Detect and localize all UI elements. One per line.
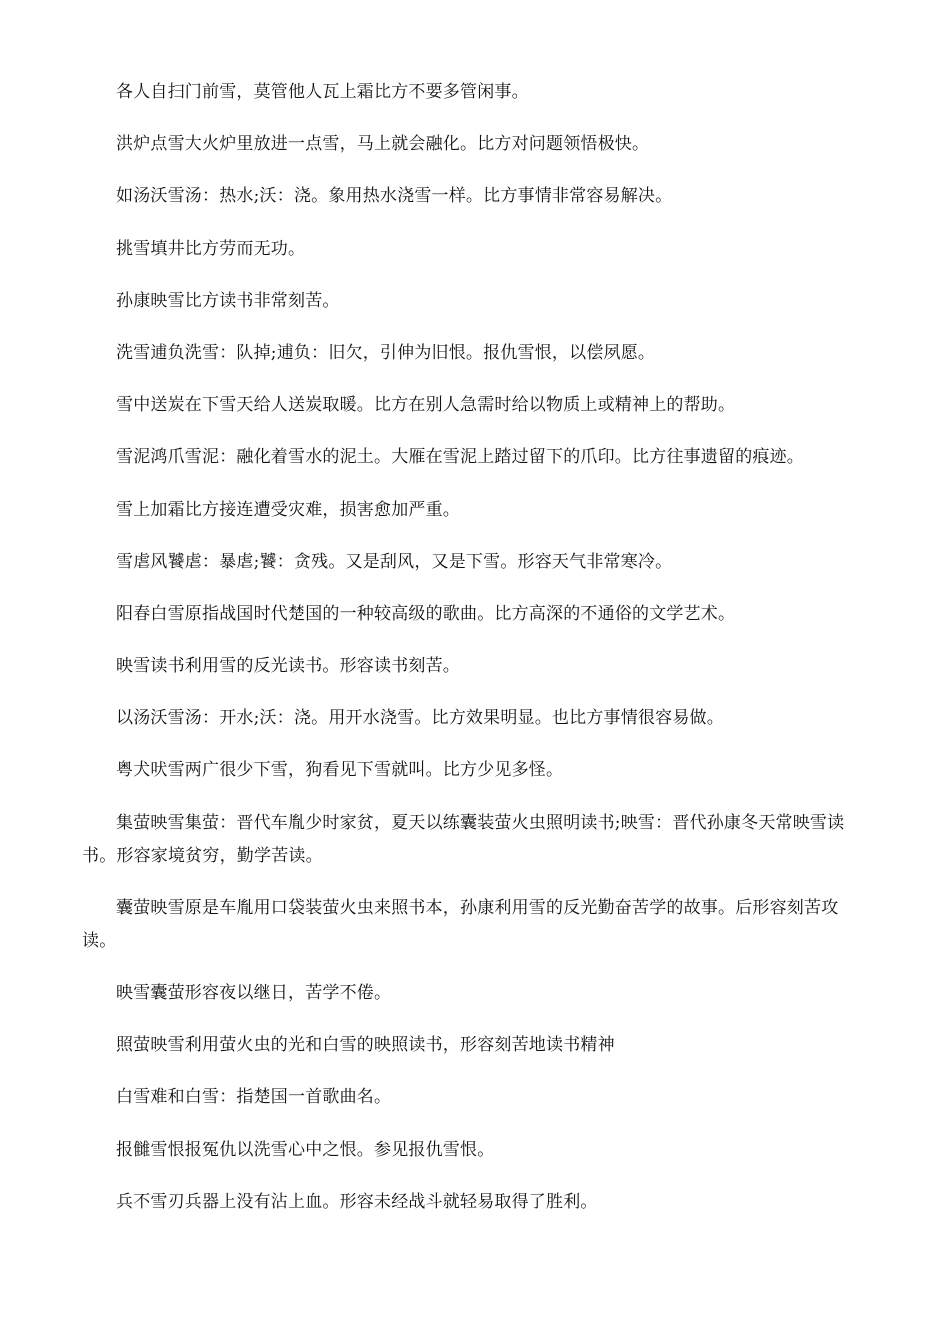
paragraph-15: 集萤映雪集萤：晋代车胤少时家贫，夏天以练囊装萤火虫照明读书;映雪：晋代孙康冬天常映雪读书。形容家境贫穷，勤学苦读。 [82,812,845,866]
paragraph-8: 雪泥鸿爪雪泥：融化着雪水的泥土。大雁在雪泥上踏过留下的爪印。比方往事遗留的痕迹。 [116,447,804,468]
paragraph-4: 挑雪填井比方劳而无功。 [116,238,306,259]
document-page [82,76,872,1238]
paragraph-18: 照萤映雪利用萤火虫的光和白雪的映照读书，形容刻苦地读书精神 [116,1035,615,1056]
paragraph-19: 白雪难和白雪：指楚国一首歌曲名。 [116,1087,392,1108]
paragraph-10: 雪虐风饕虐：暴虐;饕：贪残。又是刮风，又是下雪。形容天气非常寒冷。 [116,551,673,572]
paragraph-13: 以汤沃雪汤：开水;沃：浇。用开水浇雪。比方效果明显。也比方事情很容易做。 [116,708,724,729]
paragraph-12: 映雪读书利用雪的反光读书。形容读书刻苦。 [116,656,460,677]
paragraph-20: 报雠雪恨报冤仇以洗雪心中之恨。参见报仇雪恨。 [116,1139,495,1160]
paragraph-17: 映雪囊萤形容夜以继日，苦学不倦。 [116,983,392,1003]
paragraph-11: 阳春白雪原指战国时代楚国的一种较高级的歌曲。比方高深的不通俗的文学艺术。 [116,603,736,624]
paragraph-16: 囊萤映雪原是车胤用口袋装萤火虫来照书本，孙康利用雪的反光勤奋苦学的故事。后形容刻苦攻读。 [82,897,839,951]
paragraph-5: 孙康映雪比方读书非常刻苦。 [116,290,340,311]
paragraph-6: 洗雪逋负洗雪：队掉;逋负：旧欠，引伸为旧恨。报仇雪恨，以偿夙愿。 [116,342,656,363]
paragraph-3: 如汤沃雪汤：热水;沃：浇。象用热水浇雪一样。比方事情非常容易解决。 [116,186,673,207]
paragraph-2: 洪炉点雪大火炉里放进一点雪，马上就会融化。比方对问题领悟极快。 [116,134,650,155]
paragraph-7: 雪中送炭在下雪天给人送炭取暖。比方在别人急需时给以物质上或精神上的帮助。 [116,395,736,416]
paragraph-1: 各人自扫门前雪，莫管他人瓦上霜比方不要多管闲事。 [116,82,529,102]
paragraph-9: 雪上加霜比方接连遭受灾难，损害愈加严重。 [116,499,460,520]
paragraph-14: 粤犬吠雪两广很少下雪，狗看见下雪就叫。比方少见多怪。 [116,760,564,781]
paragraph-21: 兵不雪刃兵器上没有沾上血。形容未经战斗就轻易取得了胜利。 [116,1191,598,1212]
